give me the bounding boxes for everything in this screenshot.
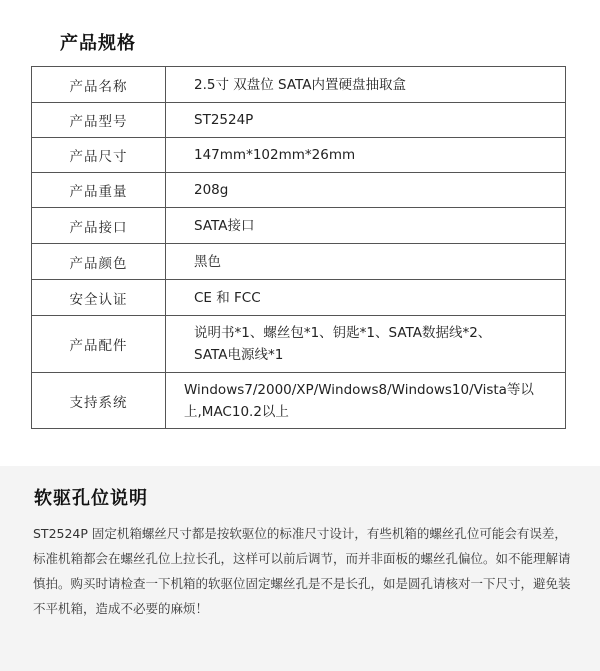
spec-value-weight: 208g — [166, 173, 566, 208]
spec-label-interface: 产品接口 — [32, 208, 166, 244]
spec-value-os — [166, 373, 566, 429]
spec-label-accessories: 产品配件 — [32, 316, 166, 373]
spec-value-model: ST2524P — [166, 103, 566, 138]
hole-section-title: 软驱孔位说明 — [34, 488, 148, 509]
table-row — [32, 316, 566, 373]
table-row — [32, 103, 566, 138]
spec-label-model: 产品型号 — [32, 103, 166, 138]
spec-label-os: 支持系统 — [32, 373, 166, 429]
spec-value-accessories — [166, 316, 566, 373]
table-row — [32, 244, 566, 280]
spec-value-color: 黑色 — [166, 244, 566, 280]
spec-label-color: 产品颜色 — [32, 244, 166, 280]
spec-value-os-line1: Windows7/2000/XP/Windows8/Windows10/Vista等以 — [184, 381, 534, 398]
table-row — [32, 138, 566, 173]
spec-label-weight: 产品重量 — [32, 173, 166, 208]
spec-value-size: 147mm*102mm*26mm — [166, 138, 566, 173]
spec-section-title: 产品规格 — [60, 33, 136, 54]
table-row — [32, 373, 566, 429]
spec-label-size: 产品尺寸 — [32, 138, 166, 173]
spec-label-certification: 安全认证 — [32, 280, 166, 316]
spec-table — [31, 66, 566, 429]
spec-value-name: 2.5寸 双盘位 SATA内置硬盘抽取盒 — [166, 67, 566, 103]
table-row — [32, 67, 566, 103]
spec-value-interface: SATA接口 — [166, 208, 566, 244]
spec-value-os-line2: 上,MAC10.2以上 — [184, 403, 289, 420]
spec-label-name: 产品名称 — [32, 67, 166, 103]
table-row — [32, 173, 566, 208]
spec-value-accessories-line1: 说明书*1、螺丝包*1、钥匙*1、SATA数据线*2、 — [194, 325, 492, 341]
spec-value-accessories-line2: SATA电源线*1 — [194, 347, 284, 363]
hole-section-paragraph: ST2524P 固定机箱螺丝尺寸都是按软驱位的标准尺寸设计，有些机箱的螺丝孔位可能会有误差，标准机箱都会在螺丝孔位上拉长孔，这样可以前后调节，而并非面板的螺丝孔偏位。如不能理解请慎拍。购买时请检查一下机箱的软驱位固定螺丝孔是不是长孔，如是圆孔请核对一下尺寸，避免装不平机箱，造成不必要的麻烦！ — [33, 526, 571, 616]
spec-value-certification: CE 和 FCC — [166, 280, 566, 316]
table-row — [32, 208, 566, 244]
table-row — [32, 280, 566, 316]
